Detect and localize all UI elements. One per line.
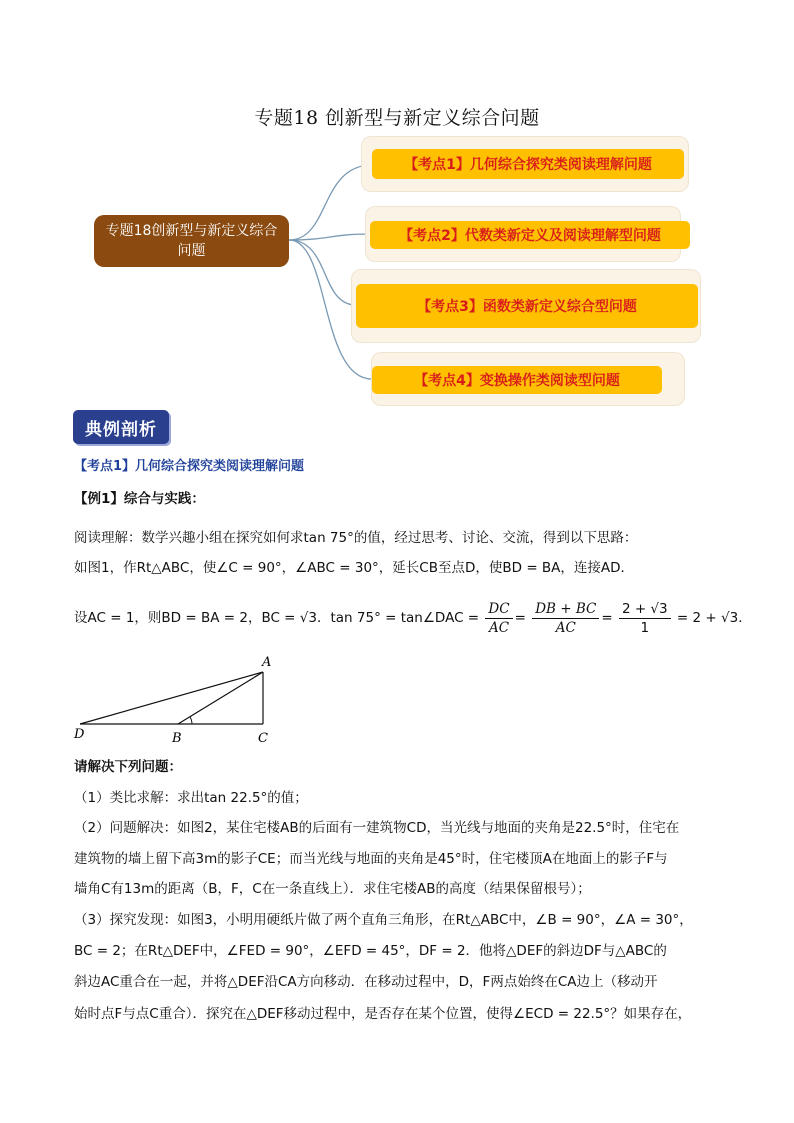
question-2-line-1: （2）问题解决：如图2，某住宅楼AB的后面有一建筑物CD，当光线与地面的夹角是22.5°时，住宅在 bbox=[74, 820, 680, 836]
example-label: 【例1】 bbox=[74, 491, 124, 507]
derivation-suffix: = 2 + √3． bbox=[676, 610, 752, 626]
topic-2-label: 【考点2】代数类新定义及阅读理解型问题 bbox=[370, 221, 690, 249]
figure1-construction: 如图1，作Rt△ABC，使∠C = 90°，∠ABC = 30°，延长CB至点D，使BD = BA，连接AD． bbox=[74, 560, 635, 576]
example-label-line bbox=[74, 489, 205, 509]
solve-heading: 请解决下列问题： bbox=[74, 759, 182, 775]
reading-paragraph: 阅读理解：数学兴趣小组在探究如何求tan 75°的值，经过思考、讨论、交流，得到以下思路： bbox=[74, 530, 638, 546]
topic-4-label: 【考点4】变换操作类阅读型问题 bbox=[372, 366, 662, 394]
topic-3-label: 【考点3】函数类新定义综合型问题 bbox=[356, 284, 698, 328]
vertex-label-c: C bbox=[258, 731, 268, 746]
fraction-dc-ac bbox=[485, 600, 512, 637]
fraction-2-sqrt3 bbox=[619, 600, 671, 637]
document-title: 专题18 创新型与新定义综合问题 bbox=[254, 107, 540, 129]
vertex-label-d: D bbox=[74, 727, 85, 742]
vertex-label-b: B bbox=[172, 731, 182, 746]
fraction-db-bc-ac bbox=[532, 600, 599, 637]
mindmap-root-node: 专题18创新型与新定义综合问题 bbox=[94, 215, 289, 267]
derivation-prefix: 设AC = 1，则BD = BA = 2，BC = √3．tan 75° = tan∠DAC = bbox=[74, 610, 480, 626]
fraction-numerator: 2 + √3 bbox=[619, 600, 671, 619]
tan75-derivation: 设AC = 1，则BD = BA = 2，BC = √3．tan 75° = tan∠DAC = $\frac{DC}{AC}$ = $\frac{DB + BC}{AC}$ = $\frac{2 + √3}{1}$ = 2 + √3． bbox=[74, 600, 752, 636]
example-title: 综合与实践： bbox=[123, 491, 205, 507]
section-badge: 典例剖析 bbox=[73, 410, 169, 444]
question-3-line-2: BC = 2；在Rt△DEF中，∠FED = 90°，∠EFD = 45°，DF = 2．他将△DEF的斜边DF与△ABC的 bbox=[74, 943, 667, 959]
question-3-line-1: （3）探究发现：如图3，小明用硬纸片做了两个直角三角形，在Rt△ABC中，∠B = 90°，∠A = 30°， bbox=[74, 912, 693, 928]
fraction-denominator: AC bbox=[488, 619, 510, 636]
figure-1-triangle bbox=[70, 650, 300, 750]
question-2-line-3: 墙角C有13m的距离（B，F，C在一条直线上）．求住宅楼AB的高度（结果保留根号）； bbox=[74, 881, 591, 897]
fraction-denominator: AC bbox=[555, 619, 576, 636]
question-3-line-4: 始时点F与点C重合）．探究在△DEF移动过程中，是否存在某个位置，使得∠ECD = 22.5°？如果存在， bbox=[74, 1006, 692, 1022]
question-1: （1）类比求解：求出tan 22.5°的值； bbox=[74, 790, 308, 806]
fraction-numerator: DC bbox=[485, 600, 512, 619]
topic-1-label: 【考点1】几何综合探究类阅读理解问题 bbox=[372, 149, 684, 179]
fraction-numerator: DB + BC bbox=[532, 600, 599, 619]
fraction-denominator: 1 bbox=[640, 619, 650, 636]
kaodian-heading: 【考点1】几何综合探究类阅读理解问题 bbox=[74, 459, 305, 474]
vertex-label-a: A bbox=[262, 655, 272, 670]
question-2-line-2: 建筑物的墙上留下高3m的影子CE；而当光线与地面的夹角是45°时，住宅楼顶A在地面上的影子F与 bbox=[74, 851, 668, 867]
question-3-line-3: 斜边AC重合在一起，并将△DEF沿CA方向移动．在移动过程中，D，F两点始终在CA边上（移动开 bbox=[74, 974, 658, 990]
